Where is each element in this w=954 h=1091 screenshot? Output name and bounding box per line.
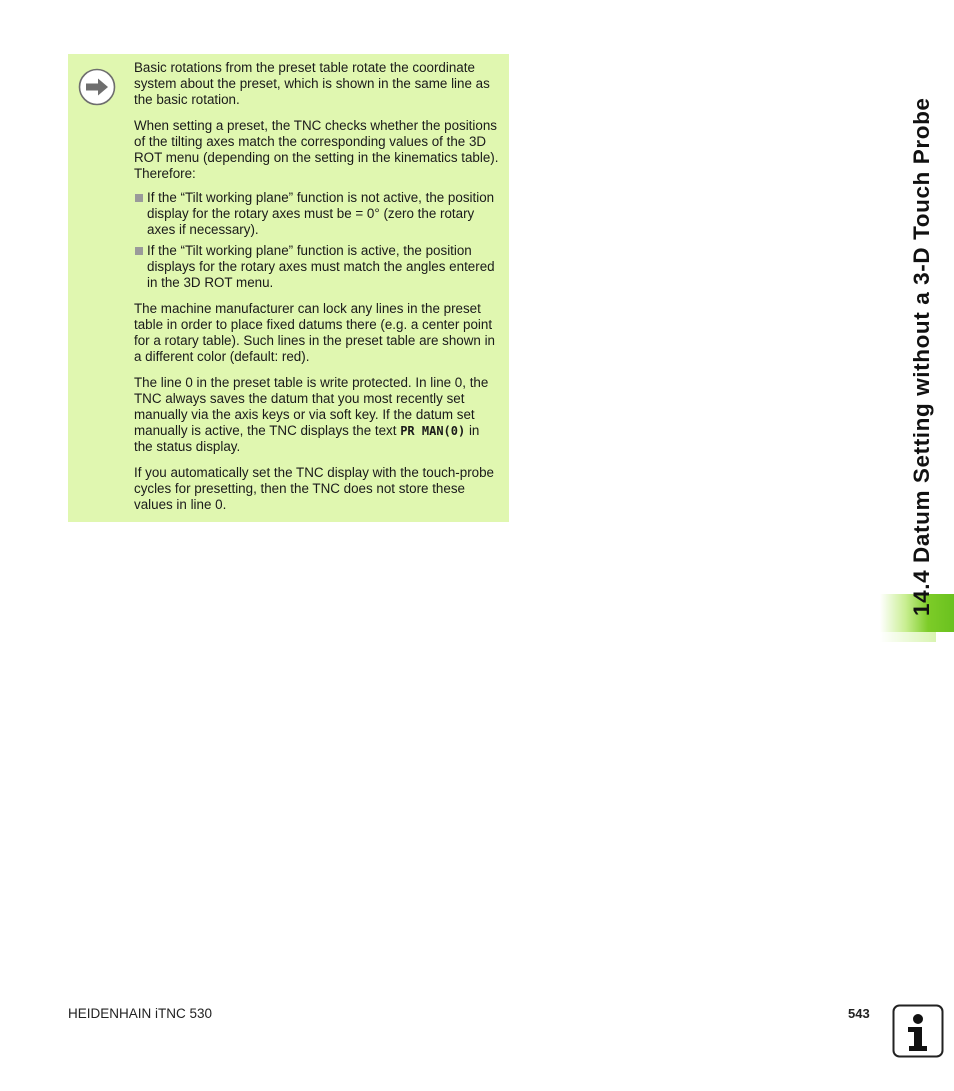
chapter-tab-shadow [880,632,936,642]
chapter-title: 14.4 Datum Setting without a 3-D Touch Probe [909,97,934,616]
page-number: 543 [848,1006,870,1021]
note-bullet-list [134,190,500,291]
arrow-right-icon [78,68,116,106]
list-item [134,190,500,238]
note-paragraph-2: When setting a preset, the TNC checks whether the positions of the tilting axes match the corresponding values of the 3D ROT menu (depending on the setting in the kinematics table). Therefore: [134,118,499,181]
note-paragraph-4-text-start: The line 0 in the preset table is write protected. In line 0, the TNC always saves the datum that you most recently set manually via the axis keys or via soft key. If the datum set manually is active, the TNC displays the text [134,375,489,438]
note-paragraph-1: Basic rotations from the preset table rotate the coordinate system about the preset, which is shown in the same line as the basic rotation. [134,60,490,107]
list-item [134,243,500,291]
footer-product-name: HEIDENHAIN iTNC 530 [68,1006,213,1021]
list-item-text: If the “Tilt working plane” function is not active, the position display for the rotary axes must be = 0° (zero the rotary axes if necessary). [147,190,495,237]
note-paragraph-4 [134,375,500,455]
square-bullet-icon [135,247,143,255]
note-paragraph-3: The machine manufacturer can lock any lines in the preset table in order to place fixed datums there (e.g. a center point for a rotary table). Such lines in the preset table are shown in a different color (default: red). [134,301,495,364]
info-icon [892,1004,944,1058]
status-code-text: PR MAN(0) [400,424,466,438]
list-item-text: If the “Tilt working plane” function is active, the position displays for the rotary axes must match the angles entered in the 3D ROT menu. [147,243,495,290]
note-paragraph-5: If you automatically set the TNC display with the touch-probe cycles for presetting, then the TNC does not store these values in line 0. [134,465,494,512]
note-text [134,60,500,523]
square-bullet-icon [135,194,143,202]
note-paragraph-4-text-end: in the status display. [134,423,480,454]
